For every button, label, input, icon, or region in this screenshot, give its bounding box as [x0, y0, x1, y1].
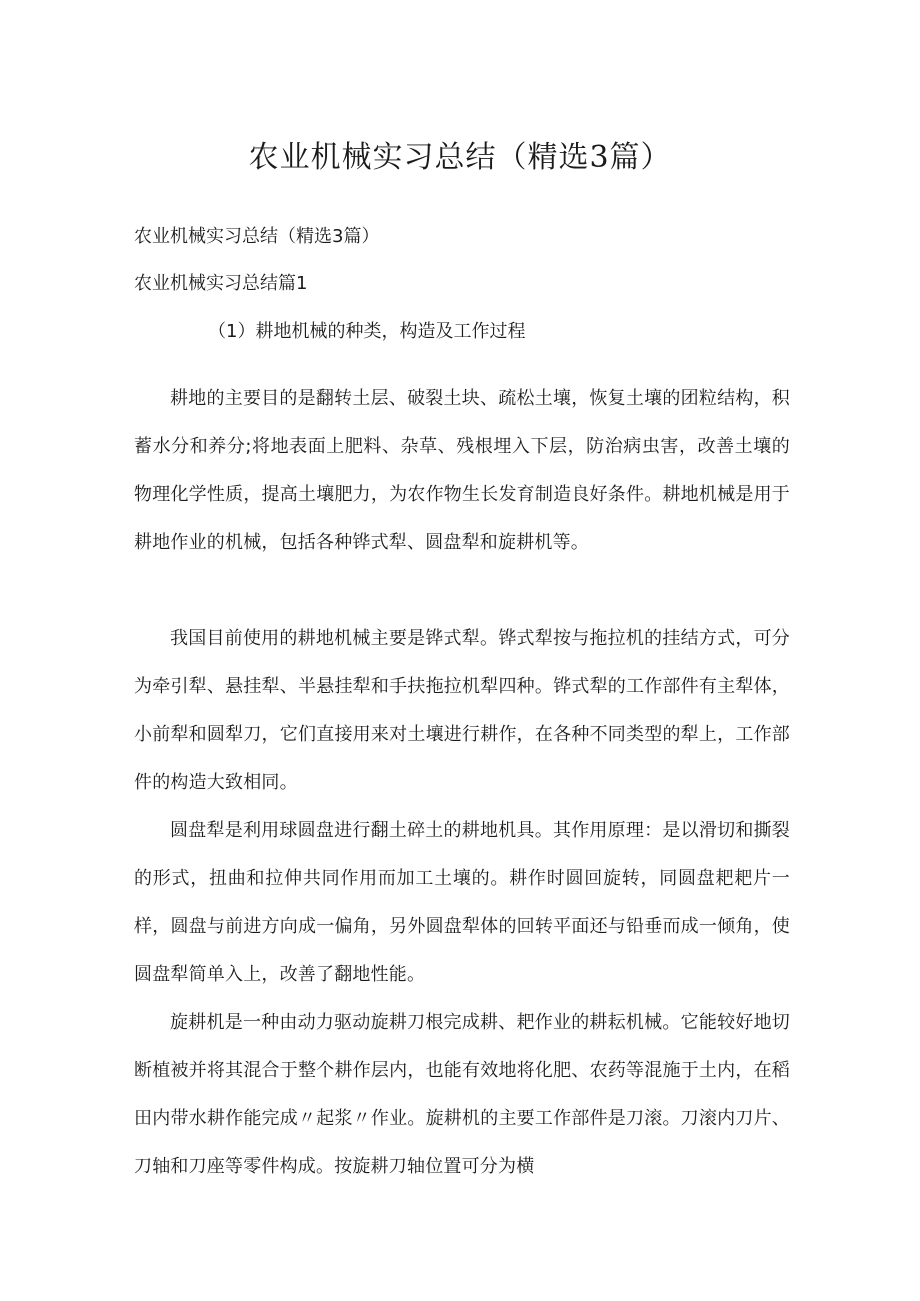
- sub-heading: （1）耕地机械的种类，构造及工作过程: [208, 321, 526, 342]
- section-heading: 农业机械实习总结篇1: [134, 273, 308, 294]
- document-subtitle: 农业机械实习总结（精选3篇）: [134, 226, 380, 247]
- paragraph-rotary-tiller: 旋耕机是一种由动力驱动旋耕刀根完成耕、耙作业的耕耘机械。它能较好地切断植被并将其混合于整个耕作层内，也能有效地将化肥、农药等混施于土内，在稻田内带水耕作能完成〃起浆〃作业。旋耕机的主要工作部件是刀滚。刀滚内刀片、刀轴和刀座等零件构成。按旋耕刀轴位置可分为横: [134, 1012, 790, 1177]
- paragraph-moldboard-plow: 我国目前使用的耕地机械主要是铧式犁。铧式犁按与拖拉机的挂结方式，可分为牵引犁、悬挂犁、半悬挂犁和手扶拖拉机犁四种。铧式犁的工作部件有主犁体，小前犁和圆犁刀，它们直接用来对土壤进行耕作，在各种不同类型的犁上，工作部件的构造大致相同。: [134, 628, 790, 793]
- document-title: 农业机械实习总结（精选3篇）: [248, 140, 672, 175]
- paragraph-plowing-purpose: 耕地的主要目的是翻转土层、破裂土块、疏松土壤，恢复土壤的团粒结构，积蓄水分和养分;将地表面上肥料、杂草、残根埋入下层，防治病虫害，改善土壤的物理化学性质，提高土壤肥力，为农作物生长发育制造良好条件。耕地机械是用于耕地作业的机械，包括各种铧式犁、圆盘犁和旋耕机等。: [134, 388, 790, 553]
- paragraph-disc-plow: 圆盘犁是利用球圆盘进行翻土碎土的耕地机具。其作用原理：是以滑切和撕裂的形式，扭曲和拉伸共同作用而加工土壤的。耕作时圆回旋转，同圆盘耙耙片一样，圆盘与前进方向成一偏角，另外圆盘犁体的回转平面还与铅垂而成一倾角，使圆盘犁简单入上，改善了翻地性能。: [134, 820, 790, 985]
